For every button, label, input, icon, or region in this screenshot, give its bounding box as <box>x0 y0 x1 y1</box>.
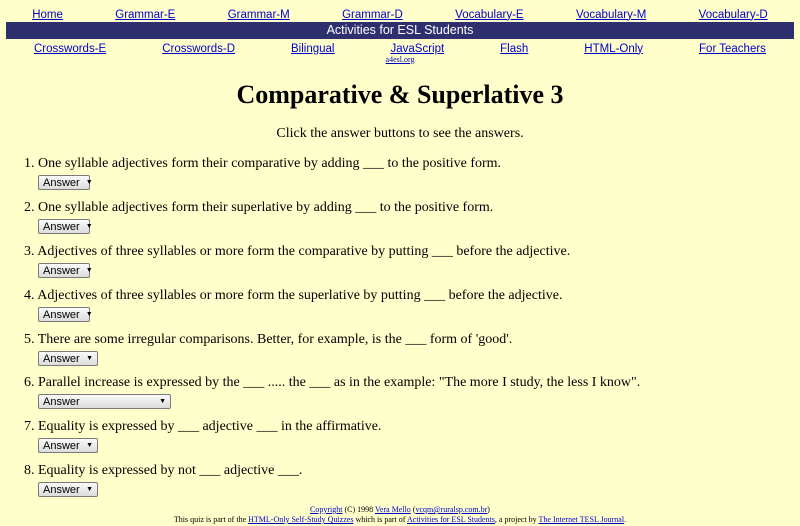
question-text: 8. Equality is expressed by not ___ adjective ___. <box>24 463 303 478</box>
dropdown-arrow-icon: ▼ <box>86 355 93 362</box>
answer-select-3[interactable]: Answer ▼ <box>38 263 90 278</box>
nav-home[interactable]: Home <box>32 8 63 21</box>
question-text: 6. Parallel increase is expressed by the ___ ..... the ___ as in the example: "The more I study, the less I know". <box>24 375 641 390</box>
answer-select-7[interactable]: Answer ▼ <box>38 438 98 453</box>
dropdown-arrow-icon: ▼ <box>159 398 166 405</box>
page-title: Comparative & Superlative 3 <box>236 80 564 109</box>
question-text: 1. One syllable adjectives form their comparative by adding ___ to the positive form. <box>24 156 502 171</box>
copyright-link[interactable]: Copyright <box>310 505 343 514</box>
nav-html-only[interactable]: HTML-Only <box>584 42 644 55</box>
question-text: 2. One syllable adjectives form their superlative by adding ___ to the positive form. <box>24 200 494 215</box>
footer-credits: This quiz is part of the HTML-Only Self-Study Quizzes which is part of Activities for ESL Students, a project by The Internet TESL Journal. <box>173 515 627 524</box>
nav-vocabulary-m[interactable]: Vocabulary-M <box>575 8 647 21</box>
site-link-row <box>0 55 800 64</box>
email-link[interactable]: vcqm@ruralsp.com.br <box>415 505 488 514</box>
footer-copyright: Copyright (C) 1998 Vera Mello (vcqm@ruralsp.com.br) <box>310 505 490 514</box>
question-1 <box>24 155 501 191</box>
question-text: 7. Equality is expressed by ___ adjective ___ in the affirmative. <box>24 419 382 434</box>
answer-select-4[interactable]: Answer ▼ <box>38 307 90 322</box>
nav-vocabulary-d[interactable]: Vocabulary-D <box>698 8 768 21</box>
nav-flash[interactable]: Flash <box>500 42 529 55</box>
dropdown-arrow-icon: ▼ <box>86 442 93 449</box>
dropdown-arrow-icon: ▼ <box>85 311 93 318</box>
question-text: 3. Adjectives of three syllables or more form the comparative by putting ___ before the adjective. <box>24 244 571 259</box>
answer-select-1[interactable]: Answer ▼ <box>38 175 90 190</box>
nav-grammar-e[interactable]: Grammar-E <box>115 8 176 21</box>
dropdown-arrow-icon: ▼ <box>85 223 93 230</box>
activities-link[interactable]: Activities for ESL Students <box>407 515 495 524</box>
dropdown-arrow-icon: ▼ <box>85 179 93 186</box>
nav-grammar-d[interactable]: Grammar-D <box>342 8 403 21</box>
question-7 <box>24 418 381 454</box>
question-5 <box>24 331 512 367</box>
question-3 <box>24 243 570 279</box>
dropdown-arrow-icon: ▼ <box>86 486 93 493</box>
question-4 <box>24 287 562 323</box>
site-link[interactable]: a4esl.org <box>385 55 415 64</box>
answer-select-6[interactable]: Answer ▼ <box>38 394 171 409</box>
nav-bilingual[interactable]: Bilingual <box>291 42 335 55</box>
question-2 <box>24 199 493 235</box>
nav-crosswords-e[interactable]: Crosswords-E <box>33 42 107 55</box>
nav-crosswords-d[interactable]: Crosswords-D <box>162 42 236 55</box>
dropdown-arrow-icon: ▼ <box>85 267 93 274</box>
instructions: Click the answer buttons to see the answers. <box>276 126 524 141</box>
nav-for-teachers[interactable]: For Teachers <box>699 42 766 55</box>
nav-javascript[interactable]: JavaScript <box>390 42 445 55</box>
author-link[interactable]: Vera Mello <box>375 505 411 514</box>
nav-grammar-m[interactable]: Grammar-M <box>227 8 290 21</box>
nav-vocabulary-e[interactable]: Vocabulary-E <box>455 8 524 21</box>
answer-select-5[interactable]: Answer ▼ <box>38 351 98 366</box>
top-nav <box>6 6 794 23</box>
question-text: 4. Adjectives of three syllables or more form the superlative by putting ___ before the adjective. <box>24 288 563 303</box>
question-6 <box>24 374 640 410</box>
journal-link[interactable]: The Internet TESL Journal <box>538 515 625 524</box>
answer-select-8[interactable]: Answer ▼ <box>38 482 98 497</box>
quizzes-link[interactable]: HTML-Only Self-Study Quizzes <box>248 515 354 524</box>
question-8 <box>24 462 302 498</box>
question-text: 5. There are some irregular comparisons. Better, for example, is the ___ form of 'good'. <box>24 332 513 347</box>
site-banner: Activities for ESL Students <box>6 22 794 39</box>
answer-select-2[interactable]: Answer ▼ <box>38 219 90 234</box>
